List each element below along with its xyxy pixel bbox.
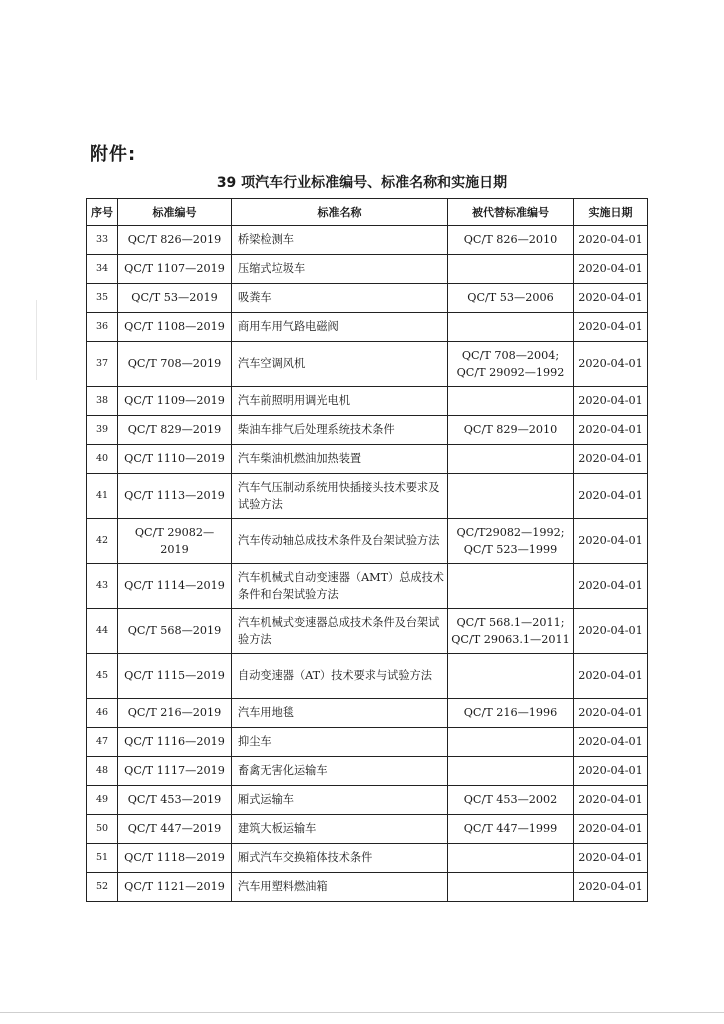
table-row	[87, 699, 648, 728]
row-replaced	[448, 609, 574, 654]
replaced-code: QC/T 829—2010	[463, 423, 558, 437]
row-date: 2020-04-01	[574, 445, 648, 474]
table-row	[87, 387, 648, 416]
row-replaced	[448, 564, 574, 609]
row-replaced	[448, 387, 574, 416]
table-row	[87, 873, 648, 902]
row-code: QC/T 568—2019	[118, 609, 232, 654]
row-date: 2020-04-01	[574, 844, 648, 873]
table-row	[87, 564, 648, 609]
replaced-code: QC/T 826—2010	[463, 233, 558, 247]
row-replaced	[448, 786, 574, 815]
row-name: 汽车机械式自动变速器（AMT）总成技术条件和台架试验方法	[232, 564, 448, 609]
row-seq: 52	[87, 873, 118, 902]
row-seq: 36	[87, 313, 118, 342]
row-seq: 44	[87, 609, 118, 654]
scan-artifact	[36, 300, 37, 380]
row-seq: 48	[87, 757, 118, 786]
replaced-code: QC/T 447—1999	[463, 822, 558, 836]
row-code: QC/T 1108—2019	[118, 313, 232, 342]
row-date: 2020-04-01	[574, 699, 648, 728]
row-name: 桥梁检测车	[232, 226, 448, 255]
row-replaced	[448, 844, 574, 873]
table-header-row	[87, 199, 648, 226]
header-seq: 序号	[87, 199, 118, 226]
header-replaced: 被代替标准编号	[448, 199, 574, 226]
row-seq: 50	[87, 815, 118, 844]
row-code: QC/T 447—2019	[118, 815, 232, 844]
replaced-code: QC/T 568.1—2011;	[456, 615, 565, 629]
table-row	[87, 255, 648, 284]
row-seq: 51	[87, 844, 118, 873]
replaced-code: QC/T 453—2002	[463, 793, 558, 807]
row-name: 汽车传动轴总成技术条件及台架试验方法	[232, 519, 448, 564]
row-date: 2020-04-01	[574, 313, 648, 342]
table-row	[87, 313, 648, 342]
row-date: 2020-04-01	[574, 226, 648, 255]
row-seq: 33	[87, 226, 118, 255]
row-code: QC/T 1110—2019	[118, 445, 232, 474]
row-code: QC/T 708—2019	[118, 342, 232, 387]
page-bottom-edge	[0, 1012, 724, 1013]
row-seq: 42	[87, 519, 118, 564]
row-replaced	[448, 815, 574, 844]
replaced-code: QC/T 29063.1—2011	[451, 633, 570, 646]
row-code: QC/T 1113—2019	[118, 474, 232, 519]
table-row	[87, 786, 648, 815]
row-replaced	[448, 699, 574, 728]
row-seq: 47	[87, 728, 118, 757]
row-date: 2020-04-01	[574, 757, 648, 786]
document-title: 39 项汽车行业标准编号、标准名称和实施日期	[216, 175, 508, 191]
standards-table	[86, 198, 648, 902]
table-row	[87, 445, 648, 474]
row-name: 吸粪车	[232, 284, 448, 313]
table-row	[87, 474, 648, 519]
row-name: 汽车气压制动系统用快插接头技术要求及试验方法	[232, 474, 448, 519]
row-seq: 34	[87, 255, 118, 284]
row-date: 2020-04-01	[574, 654, 648, 699]
row-code: QC/T 1121—2019	[118, 873, 232, 902]
row-replaced	[448, 757, 574, 786]
row-date: 2020-04-01	[574, 284, 648, 313]
row-date: 2020-04-01	[574, 609, 648, 654]
replaced-code: QC/T 216—1996	[463, 706, 558, 720]
table-row	[87, 342, 648, 387]
row-date: 2020-04-01	[574, 815, 648, 844]
row-seq: 49	[87, 786, 118, 815]
row-seq: 35	[87, 284, 118, 313]
row-code: QC/T 1116—2019	[118, 728, 232, 757]
replaced-code: QC/T 29092—1992	[456, 366, 565, 379]
row-seq: 41	[87, 474, 118, 519]
row-code: QC/T 1115—2019	[118, 654, 232, 699]
row-date: 2020-04-01	[574, 564, 648, 609]
attachment-label: 附件:	[90, 144, 137, 165]
replaced-code: QC/T 53—2006	[467, 291, 554, 305]
table-row	[87, 416, 648, 445]
table-row	[87, 609, 648, 654]
row-name: 汽车前照明用调光电机	[232, 387, 448, 416]
row-date: 2020-04-01	[574, 519, 648, 564]
row-replaced	[448, 728, 574, 757]
row-code: QC/T 1107—2019	[118, 255, 232, 284]
table-row	[87, 284, 648, 313]
row-date: 2020-04-01	[574, 728, 648, 757]
row-name: 压缩式垃圾车	[232, 255, 448, 284]
row-date: 2020-04-01	[574, 786, 648, 815]
row-date: 2020-04-01	[574, 342, 648, 387]
row-code: QC/T 829—2019	[118, 416, 232, 445]
replaced-code: QC/T 708—2004;	[461, 348, 560, 362]
row-replaced	[448, 416, 574, 445]
table-row	[87, 757, 648, 786]
replaced-code: QC/T 523—1999	[463, 543, 558, 556]
row-code: QC/T 453—2019	[118, 786, 232, 815]
row-seq: 46	[87, 699, 118, 728]
header-code: 标准编号	[118, 199, 232, 226]
row-date: 2020-04-01	[574, 387, 648, 416]
row-name: 商用车用气路电磁阀	[232, 313, 448, 342]
row-name: 柴油车排气后处理系统技术条件	[232, 416, 448, 445]
row-date: 2020-04-01	[574, 474, 648, 519]
row-name: 厢式汽车交换箱体技术条件	[232, 844, 448, 873]
row-replaced	[448, 873, 574, 902]
row-date: 2020-04-01	[574, 416, 648, 445]
row-name: 汽车用地毯	[232, 699, 448, 728]
row-replaced	[448, 226, 574, 255]
row-replaced	[448, 654, 574, 699]
row-code: QC/T 1117—2019	[118, 757, 232, 786]
row-replaced	[448, 445, 574, 474]
row-code: QC/T 1114—2019	[118, 564, 232, 609]
row-replaced	[448, 519, 574, 564]
row-name: 汽车柴油机燃油加热装置	[232, 445, 448, 474]
row-code: QC/T 1118—2019	[118, 844, 232, 873]
row-name: 抑尘车	[232, 728, 448, 757]
row-name: 自动变速器（AT）技术要求与试验方法	[232, 654, 448, 699]
row-name: 汽车机械式变速器总成技术条件及台架试验方法	[232, 609, 448, 654]
row-seq: 45	[87, 654, 118, 699]
row-seq: 40	[87, 445, 118, 474]
table-row	[87, 519, 648, 564]
row-code: QC/T 826—2019	[118, 226, 232, 255]
row-code: QC/T 29082—2019	[118, 519, 232, 564]
header-date: 实施日期	[574, 199, 648, 226]
row-code: QC/T 53—2019	[118, 284, 232, 313]
table-row	[87, 226, 648, 255]
row-code: QC/T 1109—2019	[118, 387, 232, 416]
row-seq: 37	[87, 342, 118, 387]
header-name: 标准名称	[232, 199, 448, 226]
row-name: 建筑大板运输车	[232, 815, 448, 844]
row-seq: 38	[87, 387, 118, 416]
table-row	[87, 654, 648, 699]
row-date: 2020-04-01	[574, 873, 648, 902]
table-row	[87, 728, 648, 757]
row-code: QC/T 216—2019	[118, 699, 232, 728]
row-replaced	[448, 313, 574, 342]
table-row	[87, 815, 648, 844]
row-replaced	[448, 474, 574, 519]
row-replaced	[448, 342, 574, 387]
row-name: 汽车用塑料燃油箱	[232, 873, 448, 902]
replaced-code: QC/T29082—1992;	[456, 525, 565, 539]
row-name: 畜禽无害化运输车	[232, 757, 448, 786]
row-name: 汽车空调风机	[232, 342, 448, 387]
row-date: 2020-04-01	[574, 255, 648, 284]
row-seq: 43	[87, 564, 118, 609]
row-replaced	[448, 255, 574, 284]
row-name: 厢式运输车	[232, 786, 448, 815]
row-replaced	[448, 284, 574, 313]
row-seq: 39	[87, 416, 118, 445]
table-row	[87, 844, 648, 873]
